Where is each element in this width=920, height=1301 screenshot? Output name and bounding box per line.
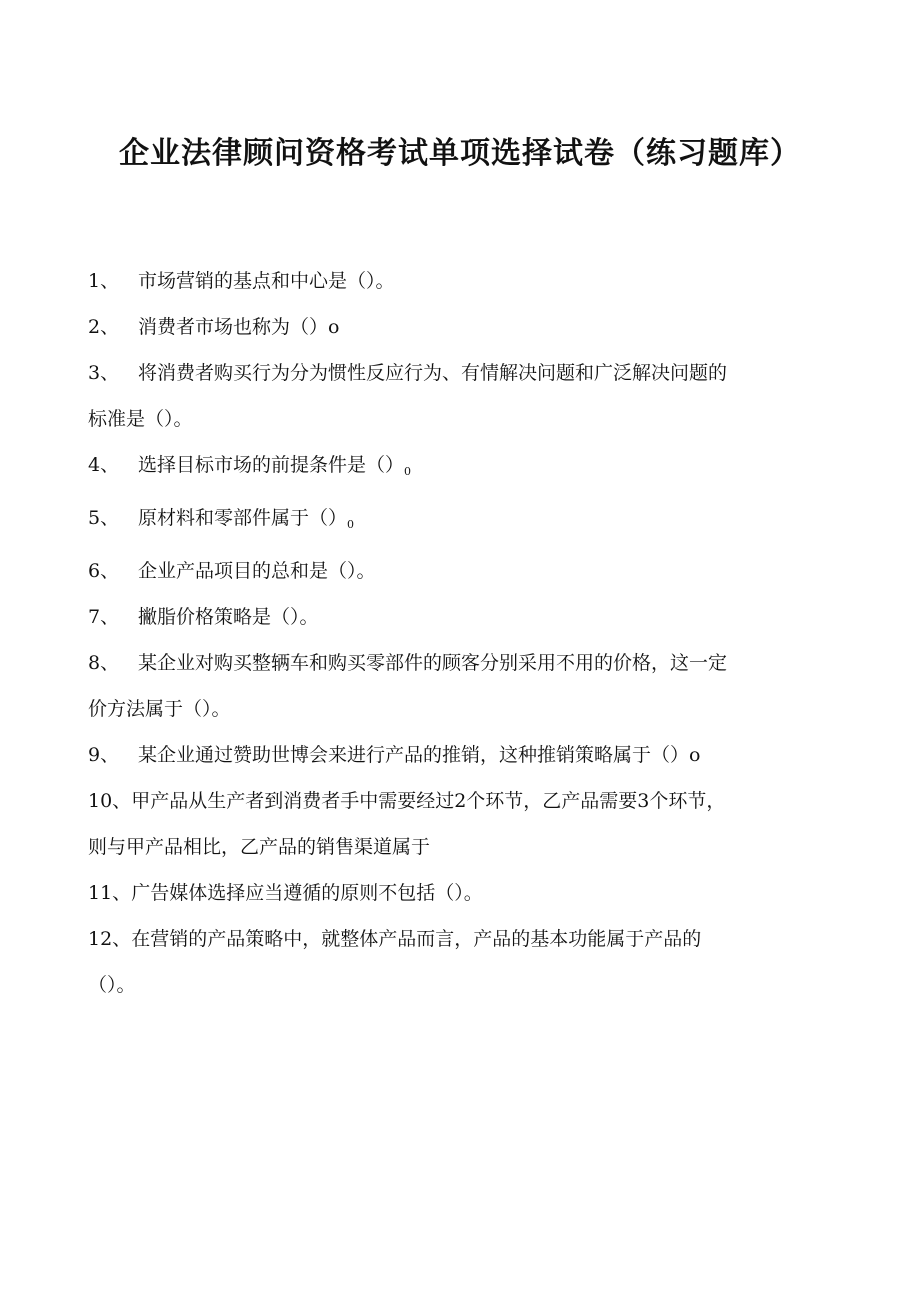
question-number: 7、 [88,606,120,628]
question-number: 8、 [88,652,120,674]
question-number: 11、 [88,882,132,904]
question-item [88,350,816,442]
question-number: 12、 [88,928,132,950]
question-item [88,442,816,495]
question-text: 企业产品项目的总和是（）。 [138,560,376,582]
question-text: 选择目标市场的前提条件是（） [138,454,405,476]
document-title: 企业法律顾问资格考试单项选择试卷（练习题库） [119,136,801,171]
question-number: 5、 [88,507,120,529]
question-item [88,594,816,640]
question-text: 在营销的产品策略中，就整体产品而言，产品的基本功能属于产品的 [131,928,702,950]
question-subscript-mark: 0 [347,518,355,531]
question-item [88,778,816,870]
question-number: 9、 [88,744,120,766]
question-item [88,548,816,594]
question-item [88,870,816,916]
question-text: 广告媒体选择应当遵循的原则不包括（）。 [131,882,483,904]
question-item [88,640,816,732]
question-text-continuation: （）。 [88,974,136,996]
question-text: 消费者市场也称为（）o [138,316,340,338]
question-text: 将消费者购买行为分为惯性反应行为、有情解决问题和广泛解决问题的 [138,362,728,384]
question-list [88,258,816,1008]
question-item [88,304,816,350]
question-subscript-mark: 0 [404,465,412,478]
question-text: 撇脂价格策略是（）。 [138,606,319,628]
question-text: 市场营销的基点和中心是（）。 [138,270,395,292]
question-number: 3、 [88,362,120,384]
question-number: 6、 [88,560,120,582]
question-text: 某企业对购买整辆车和购买零部件的顾客分别采用不用的价格，这一定 [138,652,728,674]
question-text-continuation: 价方法属于（）。 [88,698,231,720]
question-number: 1、 [88,270,120,292]
question-number: 4、 [88,454,120,476]
question-text: 某企业通过赞助世博会来进行产品的推销，这种推销策略属于（）o [138,744,701,766]
question-item [88,495,816,548]
question-text-continuation: 则与甲产品相比，乙产品的销售渠道属于 [88,836,431,858]
question-item [88,732,816,778]
question-item [88,916,816,1008]
question-item [88,258,816,304]
question-text-continuation: 标准是（）。 [88,408,193,430]
question-text: 甲产品从生产者到消费者手中需要经过2个环节，乙产品需要3个环节， [131,790,726,812]
question-number: 10、 [88,790,132,812]
question-number: 2、 [88,316,120,338]
question-text: 原材料和零部件属于（） [138,507,348,529]
